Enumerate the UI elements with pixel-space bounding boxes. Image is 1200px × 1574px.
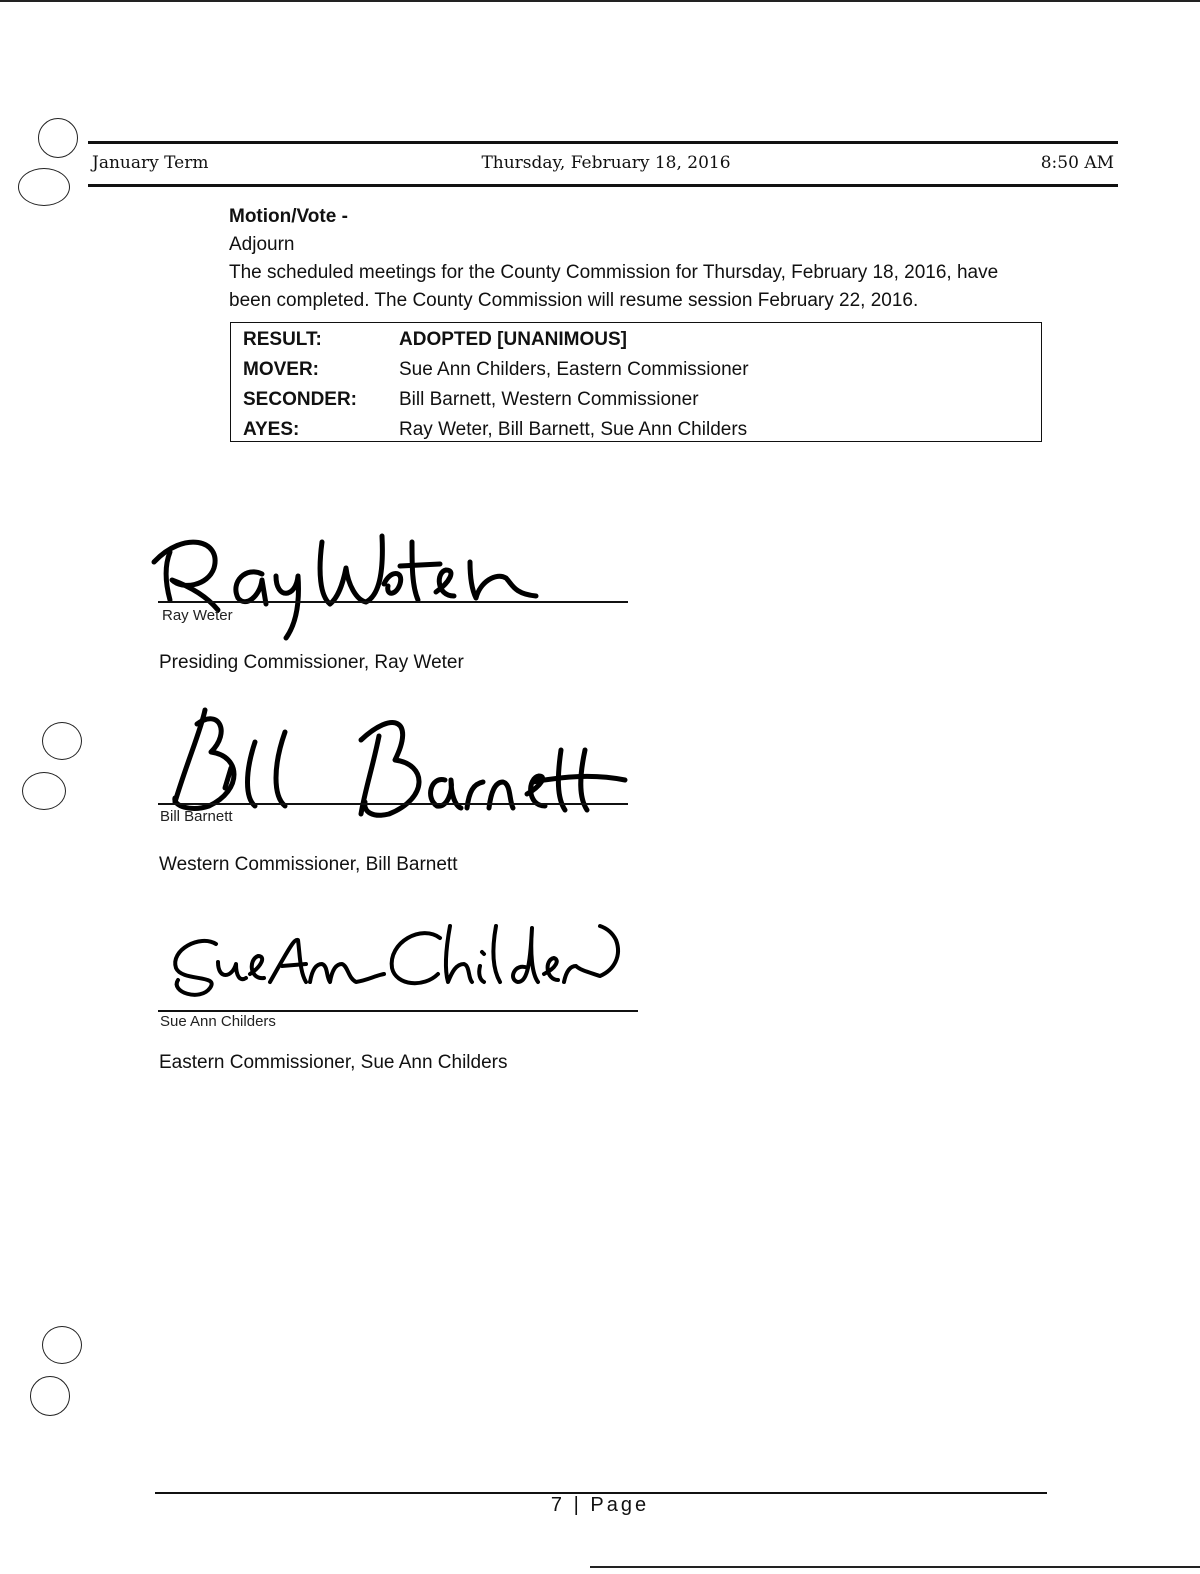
signature-printed-name: Ray Weter xyxy=(162,607,233,624)
header-term: January Term xyxy=(92,153,209,173)
signature-line xyxy=(158,601,628,603)
header-date: Thursday, February 18, 2016 xyxy=(481,153,731,173)
ayes-row xyxy=(243,415,747,445)
signature-printed-name: Sue Ann Childers xyxy=(160,1013,276,1030)
result-label: RESULT: xyxy=(243,329,322,350)
page-number: 7 | Page xyxy=(550,1494,650,1516)
header-rule-top xyxy=(88,141,1118,144)
scan-border-top xyxy=(0,0,1200,2)
punch-hole-icon xyxy=(18,168,70,206)
signatory-role: Eastern Commissioner, Sue Ann Childers xyxy=(159,1052,508,1073)
seconder-value: Bill Barnett, Western Commissioner xyxy=(399,389,699,410)
mover-value: Sue Ann Childers, Eastern Commissioner xyxy=(399,359,749,380)
punch-hole-icon xyxy=(38,118,78,158)
ayes-value: Ray Weter, Bill Barnett, Sue Ann Childers xyxy=(399,419,748,440)
ayes-label: AYES: xyxy=(243,419,300,440)
signature-line xyxy=(158,803,628,805)
seconder-label: SECONDER: xyxy=(243,389,358,410)
signature-sue-ann-childers xyxy=(160,910,630,1010)
punch-hole-icon xyxy=(22,772,66,810)
signatory-role: Presiding Commissioner, Ray Weter xyxy=(159,652,464,673)
mover-row xyxy=(243,355,749,385)
result-value: ADOPTED [UNANIMOUS] xyxy=(399,329,627,350)
header-rule-bottom xyxy=(88,184,1118,187)
motion-description: The scheduled meetings for the County Commission for Thursday, February 18, 2016, have been completed. The County Commission will resume session February 22, 2016. xyxy=(229,262,999,311)
punch-hole-icon xyxy=(42,1326,82,1364)
seconder-row xyxy=(243,385,699,415)
header-time: 8:50 AM xyxy=(1040,153,1114,173)
scan-border-bottom xyxy=(590,1566,1200,1568)
signature-printed-name: Bill Barnett xyxy=(160,808,233,825)
punch-hole-icon xyxy=(42,722,82,760)
punch-hole-icon xyxy=(30,1376,70,1416)
mover-label: MOVER: xyxy=(243,359,319,380)
signature-ray-weter xyxy=(150,512,550,647)
motion-title: Adjourn xyxy=(229,234,295,255)
signatory-role: Western Commissioner, Bill Barnett xyxy=(159,854,458,875)
motion-heading: Motion/Vote - xyxy=(229,206,348,227)
vote-result-table xyxy=(230,322,1042,442)
result-row xyxy=(243,325,627,355)
signature-line xyxy=(158,1010,638,1012)
motion-section xyxy=(229,203,1039,315)
